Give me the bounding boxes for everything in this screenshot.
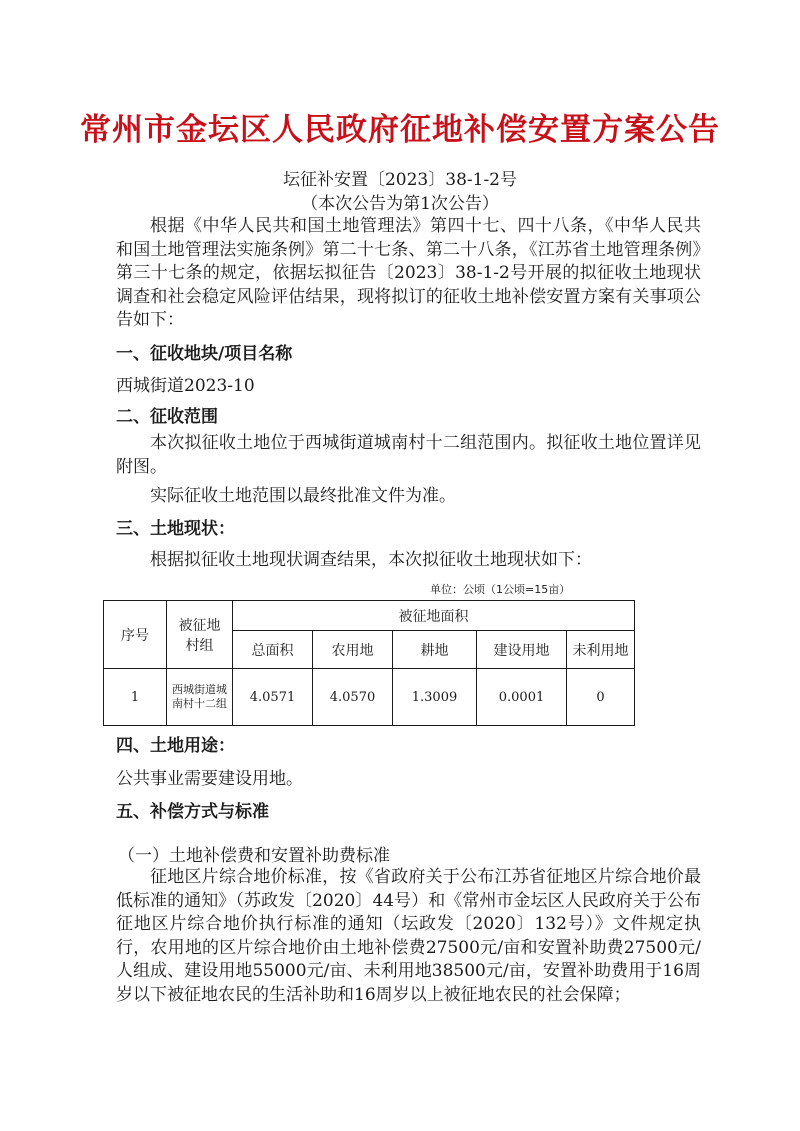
document-number: 坛征补安置〔2023〕38-1-2号 [282,170,517,190]
header-seq: 序号 [104,601,167,669]
scope-note: 实际征收土地范围以最终批准文件为准。 [150,486,456,506]
section-3-heading: 三、土地现状： [116,519,235,539]
section-5-heading: 五、补偿方式与标准 [116,802,269,822]
notice-order: （本次公告为第1次公告） [301,194,499,214]
project-name: 西城街道2023-10 [116,376,255,396]
header-farmland: 农用地 [313,631,393,669]
cell-unused: 0 [567,669,635,726]
section-1-heading: 一、征收地块/项目名称 [116,344,293,364]
cell-farmland: 4.0570 [313,669,393,726]
table-unit-note: 单位：公顷（1公顷=15亩） [430,583,571,596]
scope-paragraph: 本次拟征收土地位于西城街道城南村十二组范围内。拟征收土地位置详见附图。 [116,433,701,477]
header-unused: 未利用地 [567,631,635,669]
section-2-heading: 二、征收范围 [116,407,218,427]
cell-seq: 1 [104,669,167,726]
header-construction: 建设用地 [477,631,567,669]
intro-paragraph: 根据《中华人民共和国土地管理法》第四十七、四十八条，《中华人民共和国土地管理法实施条例》第二十七条、第二十八条，《江苏省土地管理条例》第三十七条的规定，依据坛拟征告〔2023〕38-1-2号开展的拟征收土地现状调查和社会稳定风险评估结果，现将拟订的征收土地补偿安置方案有关事项公告如下： [116,216,701,330]
compensation-paragraph: 征地区片综合地价标准，按《省政府关于公布江苏省征地区片综合地价最低标准的通知》（苏政发〔2020〕44号）和《常州市金坛区人民政府关于公布征地区片综合地价执行标准的通知（坛政发〔2020〕132号）》文件规定执行，农用地的区片综合地价由土地补偿费27500元/亩和安置补助费27500元/人组成、建设用地55000元/亩、未利用地38500元/亩，安置补助费用于16周岁以下被征地农民的生活补助和16周岁以上被征地农民的社会保障； [116,867,701,1005]
subsection-1-heading: （一）土地补偿费和安置补助费标准 [118,846,390,866]
section-4-heading: 四、土地用途： [116,736,235,756]
cell-construction: 0.0001 [477,669,567,726]
table-row [104,669,635,726]
cell-total-area: 4.0571 [233,669,313,726]
header-area-group: 被征地面积 [233,601,635,631]
land-status-intro: 根据拟征收土地现状调查结果，本次拟征收土地现状如下： [150,550,592,570]
header-arable: 耕地 [393,631,477,669]
land-use-text: 公共事业需要建设用地。 [116,769,303,789]
table-header-row [104,601,635,631]
cell-arable: 1.3009 [393,669,477,726]
notice-title: 常州市金坛区人民政府征地补偿安置方案公告 [80,112,720,148]
cell-village-group: 西城街道城南村十二组 [167,669,233,726]
header-total-area: 总面积 [233,631,313,669]
header-village-group: 被征地村组 [167,601,233,669]
land-status-table [103,600,635,726]
